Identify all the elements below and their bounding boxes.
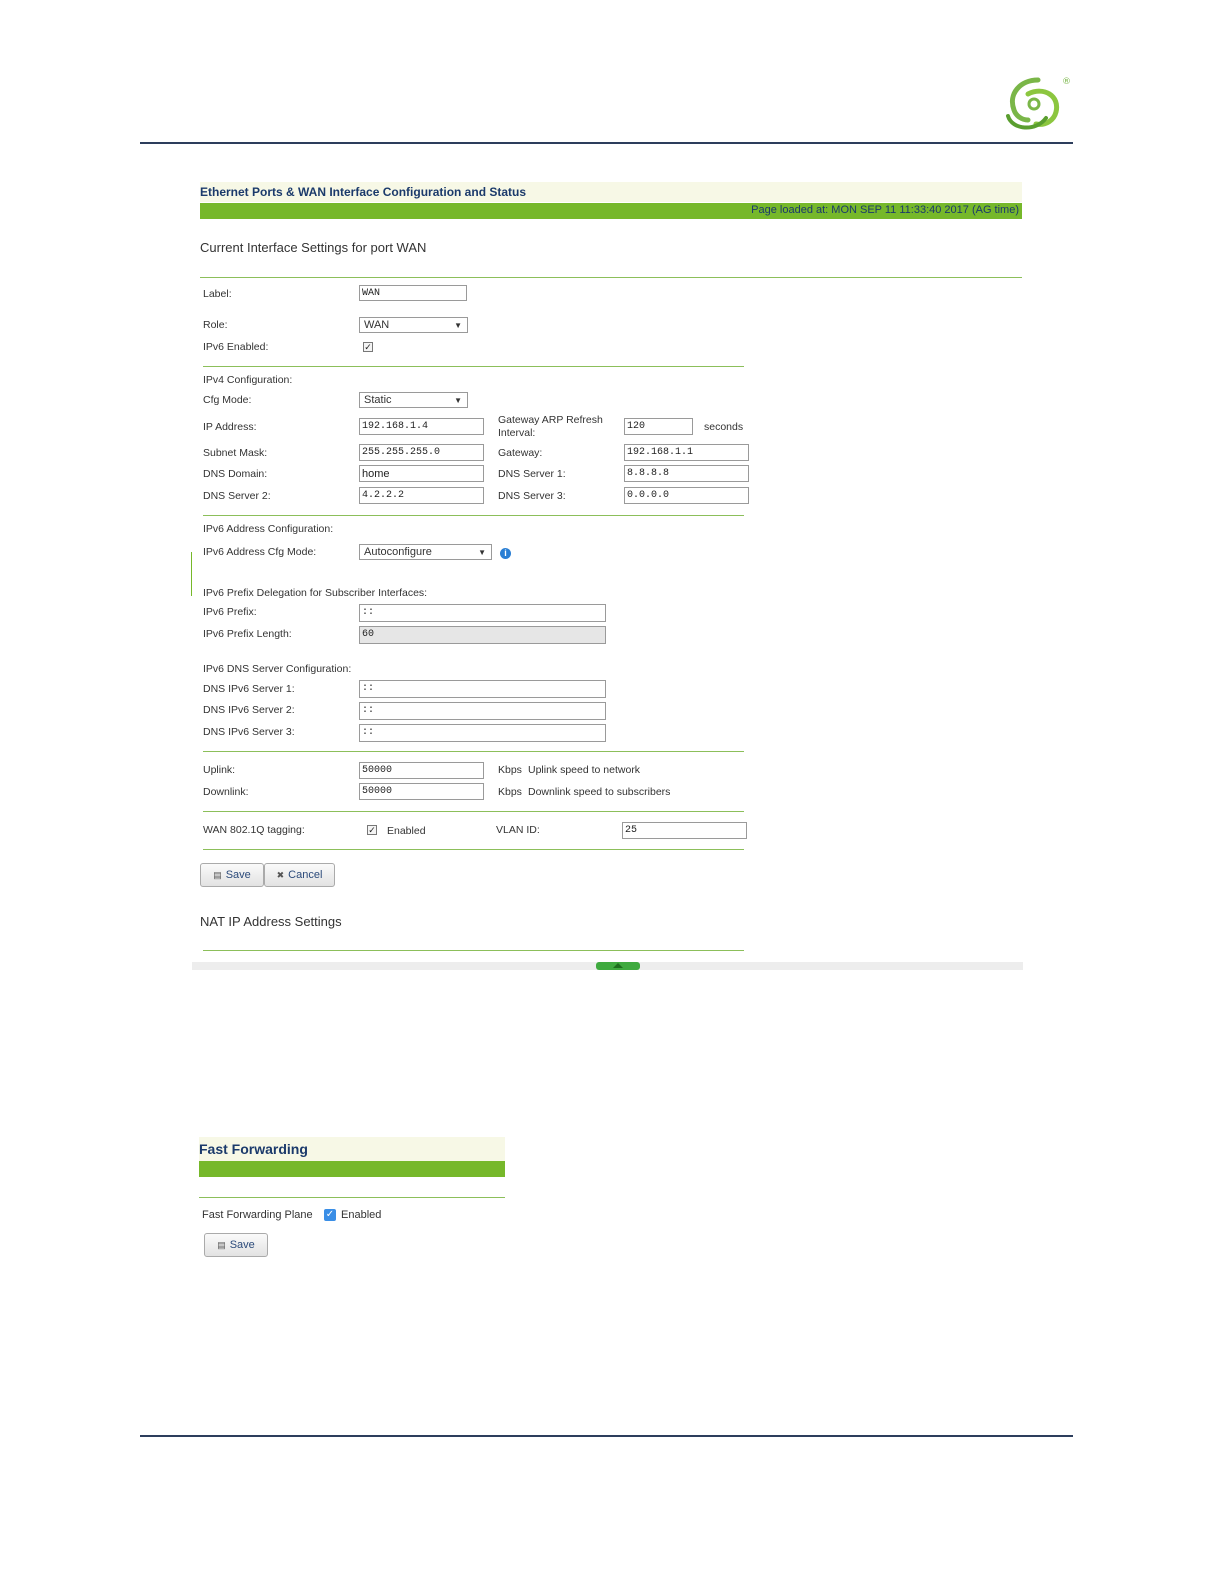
arp-refresh-label-1: Gateway ARP Refresh [498, 414, 603, 426]
uplink-desc: Uplink speed to network [528, 764, 641, 776]
header-rule [140, 142, 1073, 144]
ipv6-cfg-mode-value: Autoconfigure [364, 546, 432, 558]
cancel-button-label: Cancel [288, 869, 323, 881]
gateway-label: Gateway: [498, 447, 543, 459]
downlink-desc: Downlink speed to subscribers [528, 786, 671, 798]
divider [203, 366, 744, 367]
ipv6-pd-heading: IPv6 Prefix Delegation for Subscriber Interfaces: [203, 587, 428, 599]
divider [200, 277, 1022, 278]
panel-title: Ethernet Ports & WAN Interface Configuration and Status [200, 185, 527, 199]
fast-forwarding-plane-label: Fast Forwarding Plane [202, 1209, 313, 1221]
subnet-mask-label: Subnet Mask: [203, 447, 268, 459]
ipv6-enabled-label: IPv6 Enabled: [203, 341, 269, 353]
role-value: WAN [364, 319, 390, 331]
ipv6-enabled-checkbox[interactable]: ✓ [364, 342, 372, 352]
ip-address-label: IP Address: [203, 421, 257, 433]
status-bar [200, 203, 1022, 219]
section-title: Current Interface Settings for port WAN [200, 240, 427, 255]
vlan-id-input[interactable]: 25 [622, 822, 747, 839]
downlink-input[interactable]: 50000 [359, 783, 484, 800]
arp-refresh-unit: seconds [704, 421, 744, 433]
nat-section-title: NAT IP Address Settings [200, 914, 342, 929]
ipv6-prefix-length-input: 60 [359, 626, 606, 644]
ipv6-cfg-mode-label: IPv6 Address Cfg Mode: [203, 546, 317, 558]
ipv6-prefix-length-label: IPv6 Prefix Length: [203, 628, 292, 640]
divider [199, 1197, 505, 1198]
dns-ipv6-2-label: DNS IPv6 Server 2: [203, 704, 295, 716]
divider [203, 849, 744, 850]
info-icon[interactable]: i [500, 548, 511, 559]
divider [203, 950, 744, 951]
wan-tagging-enabled-text: Enabled [387, 825, 426, 837]
close-icon: ✖ [276, 870, 285, 880]
fast-forwarding-enabled-text: Enabled [341, 1209, 382, 1221]
ipv6-cfg-mode-select[interactable] [359, 544, 492, 560]
ff-save-button-label: Save [229, 1239, 255, 1251]
vlan-id-label: VLAN ID: [496, 824, 540, 836]
save-icon: ▤ [213, 870, 222, 880]
label-label: Label: [203, 288, 232, 300]
chevron-down-icon: ▼ [478, 548, 486, 557]
dns-server-2-label: DNS Server 2: [203, 490, 271, 502]
svg-text:®: ® [1062, 77, 1071, 87]
dns-ipv6-1-input[interactable]: :: [359, 680, 606, 698]
save-icon: ▤ [217, 1240, 226, 1250]
dns-server-1-input[interactable]: 8.8.8.8 [624, 465, 749, 482]
arp-refresh-label-2: Interval: [498, 427, 536, 439]
dns-server-2-input[interactable]: 4.2.2.2 [359, 487, 484, 504]
wan-tagging-label: WAN 802.1Q tagging: [203, 824, 305, 836]
wan-tagging-checkbox[interactable]: ✓ [368, 825, 376, 835]
label-input[interactable]: WAN [359, 285, 467, 301]
ipv6-prefix-input[interactable]: :: [359, 604, 606, 622]
panel-title-bar [200, 182, 1022, 202]
chevron-up-icon[interactable] [612, 962, 624, 969]
cfg-mode-label: Cfg Mode: [203, 394, 252, 406]
chevron-down-icon: ▼ [454, 321, 462, 330]
ff-save-button[interactable] [204, 1233, 268, 1257]
dns-server-3-label: DNS Server 3: [498, 490, 566, 502]
role-select[interactable] [359, 317, 468, 333]
cancel-button[interactable] [264, 863, 335, 887]
divider [203, 515, 744, 516]
uplink-unit: Kbps [498, 764, 522, 776]
fast-forwarding-checkbox[interactable]: ✓ [325, 1209, 335, 1220]
save-button[interactable] [200, 863, 264, 887]
chevron-down-icon: ▼ [454, 396, 462, 405]
subnet-mask-input[interactable]: 255.255.255.0 [359, 444, 484, 461]
dns-ipv6-1-label: DNS IPv6 Server 1: [203, 683, 295, 695]
uplink-input[interactable]: 50000 [359, 762, 484, 779]
save-button-label: Save [225, 869, 251, 881]
wan-config-panel [192, 180, 1023, 970]
cfg-mode-select[interactable] [359, 392, 468, 408]
left-accent-line [191, 552, 192, 596]
fast-forwarding-title: Fast Forwarding [199, 1141, 308, 1157]
ipv6-dns-heading: IPv6 DNS Server Configuration: [203, 663, 352, 675]
ip-address-input[interactable]: 192.168.1.4 [359, 418, 484, 435]
dns-ipv6-3-input[interactable]: :: [359, 724, 606, 742]
spiral-logo [1000, 72, 1076, 136]
dns-domain-label: DNS Domain: [203, 468, 268, 480]
divider [203, 751, 744, 752]
uplink-label: Uplink: [203, 764, 236, 776]
ipv6-addr-heading: IPv6 Address Configuration: [203, 523, 334, 535]
fast-forwarding-title-bar [199, 1137, 505, 1161]
footer-rule [140, 1435, 1073, 1437]
fast-forwarding-bar [199, 1161, 505, 1177]
dns-server-3-input[interactable]: 0.0.0.0 [624, 487, 749, 504]
arp-refresh-input[interactable]: 120 [624, 418, 693, 435]
gateway-input[interactable]: 192.168.1.1 [624, 444, 749, 461]
role-label: Role: [203, 319, 228, 331]
ipv4-heading: IPv4 Configuration: [203, 374, 293, 386]
downlink-label: Downlink: [203, 786, 249, 798]
downlink-unit: Kbps [498, 786, 522, 798]
ipv6-prefix-label: IPv6 Prefix: [203, 606, 257, 618]
dns-domain-input[interactable]: home [359, 465, 484, 482]
cfg-mode-value: Static [364, 394, 392, 406]
dns-ipv6-3-label: DNS IPv6 Server 3: [203, 726, 295, 738]
dns-ipv6-2-input[interactable]: :: [359, 702, 606, 720]
divider [203, 811, 744, 812]
dns-server-1-label: DNS Server 1: [498, 468, 566, 480]
page-loaded-status: Page loaded at: MON SEP 11 11:33:40 2017 (AG time) [751, 204, 1019, 216]
